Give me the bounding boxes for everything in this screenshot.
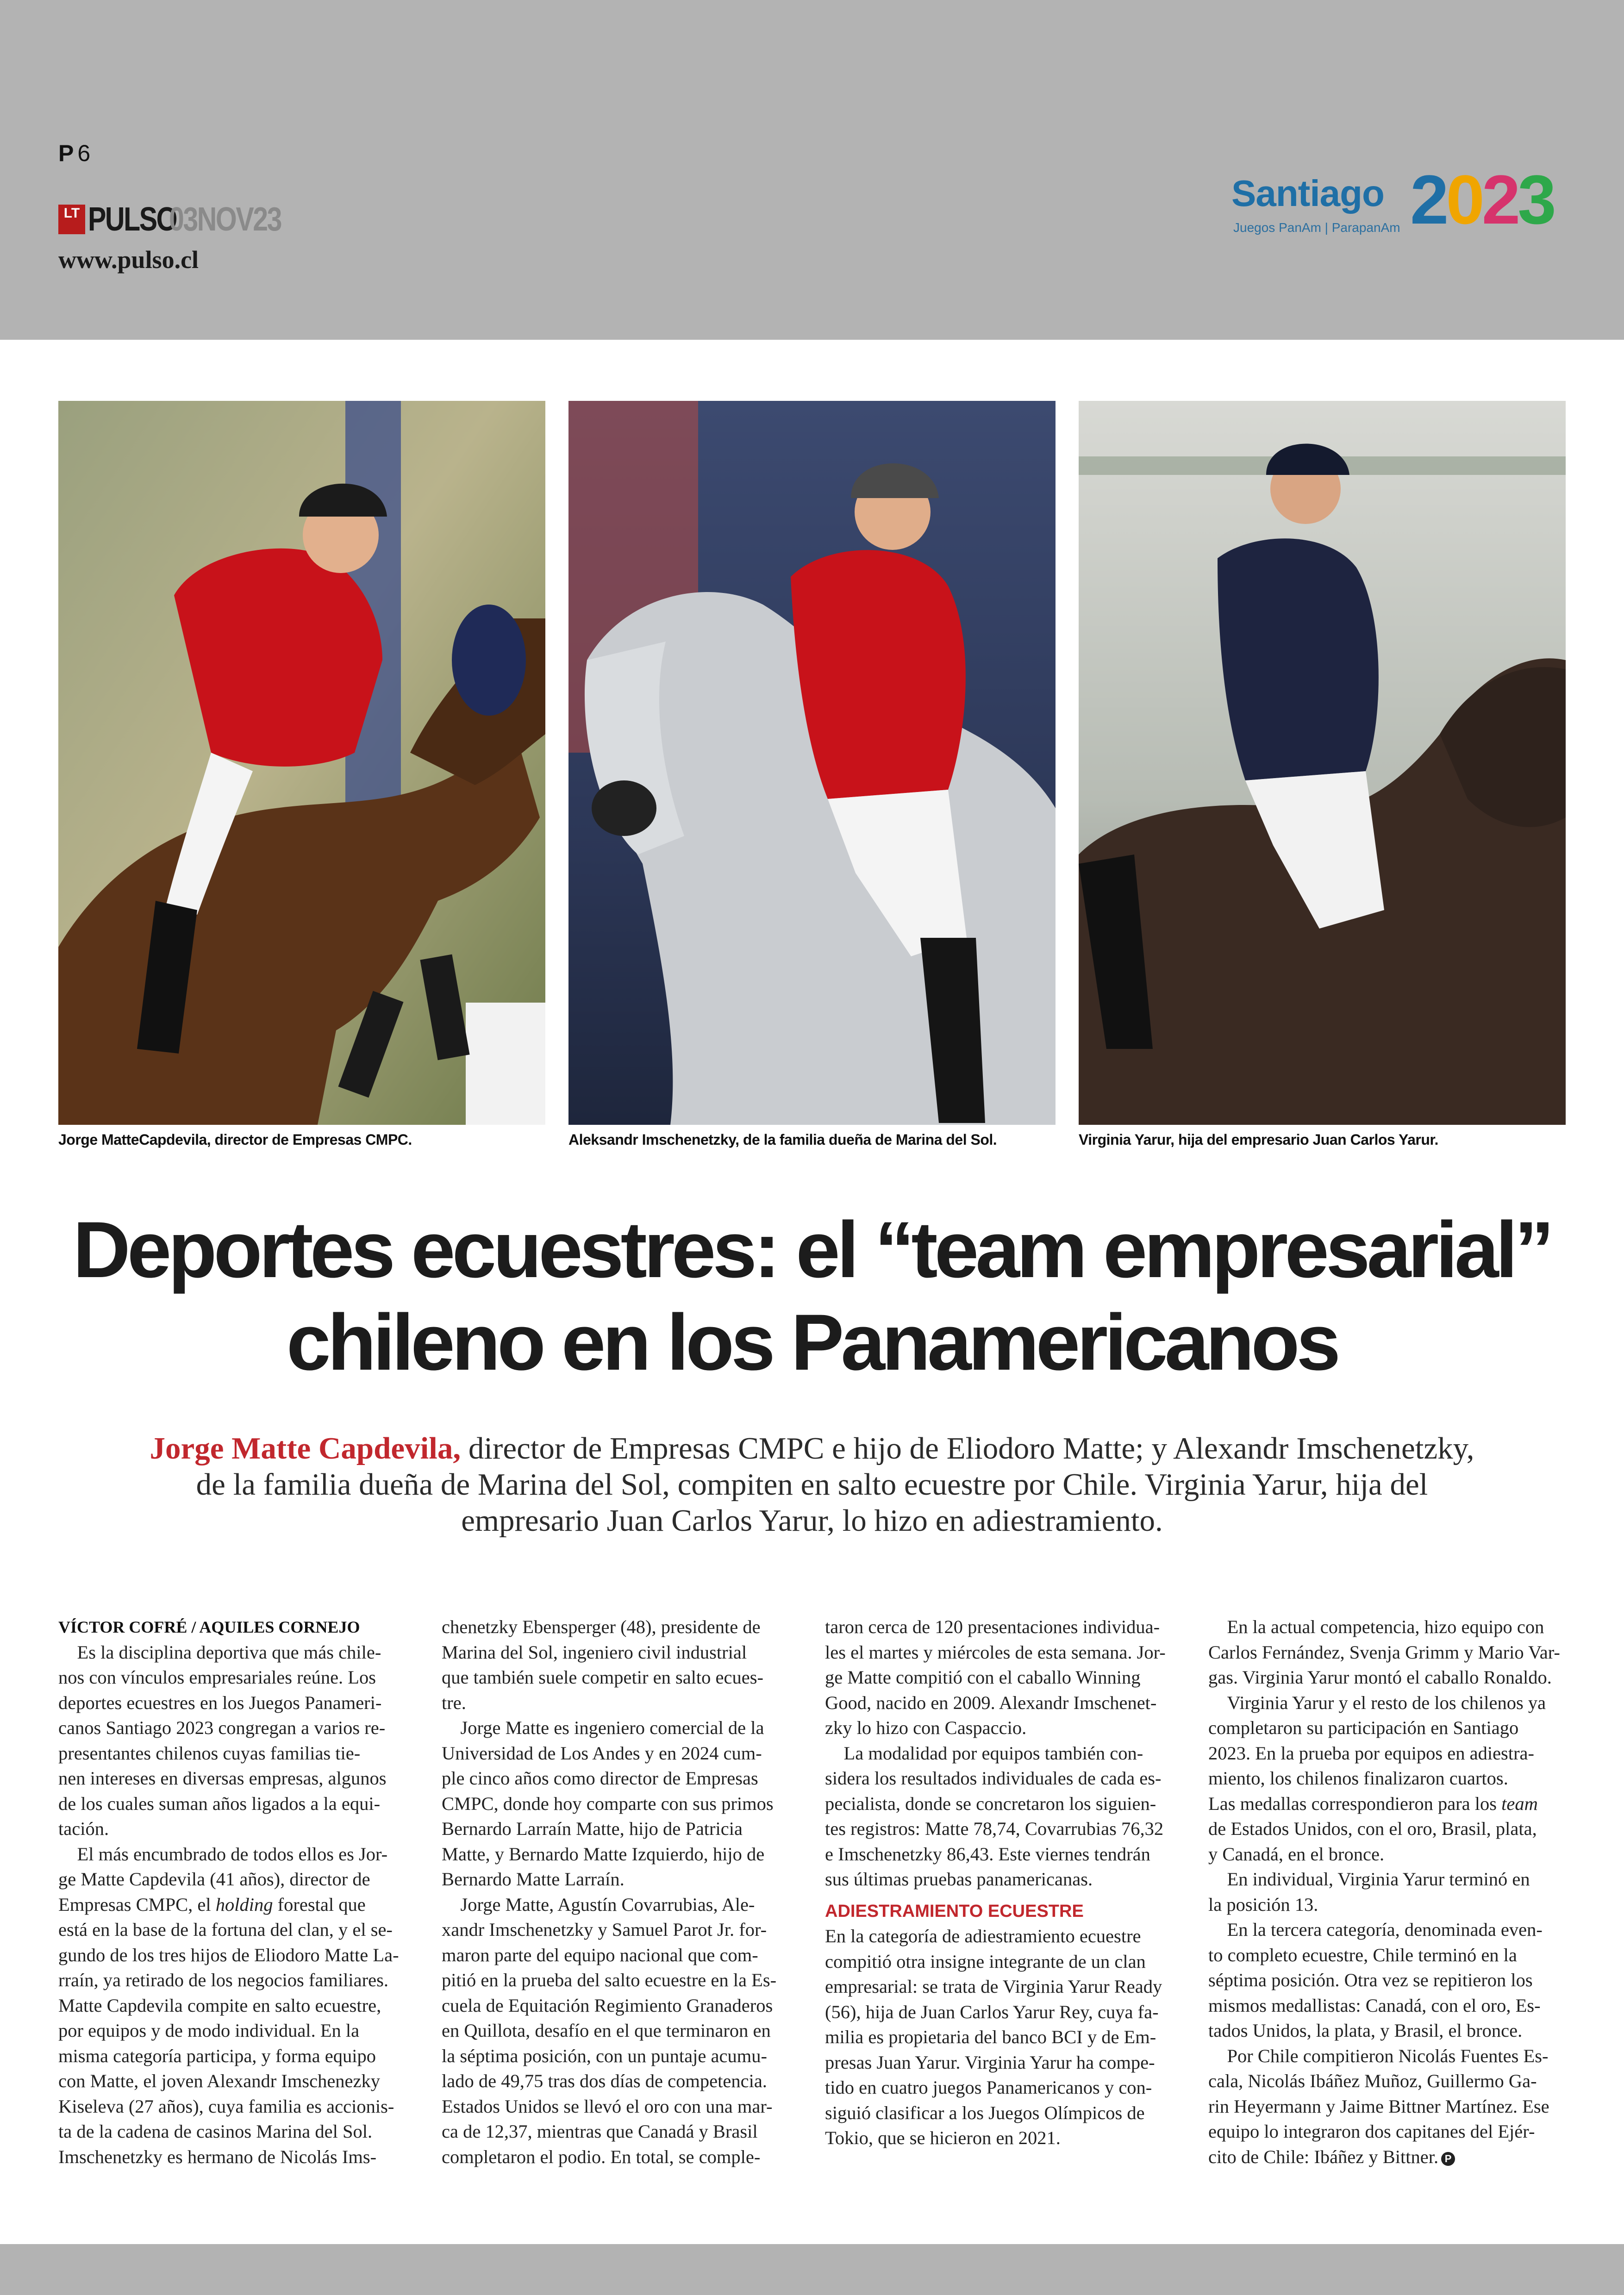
text-line: les el martes y miércoles de esta semana. Jor- — [825, 1641, 1166, 1663]
text-line: de Estados Unidos, con el oro, Brasil, plata, — [1208, 1818, 1537, 1839]
text-line: Universidad de Los Andes y en 2024 cum- — [442, 1742, 762, 1764]
text-line: equipo lo integraron dos capitanes del Ejér- — [1208, 2121, 1535, 2142]
photo-virginia-yarur — [1079, 401, 1566, 1125]
end-of-article-icon: P — [1441, 2152, 1455, 2166]
text-line: ta de la cadena de casinos Marina del Sol. — [58, 2121, 373, 2142]
text-line: tido en cuatro juegos Panamericanos y con- — [825, 2077, 1152, 2098]
article-column-2 — [442, 1615, 796, 2170]
text-line: deportes ecuestres en los Juegos Panameri- — [58, 1692, 382, 1713]
text-line: CMPC, donde hoy comparte con sus primos — [442, 1793, 774, 1814]
text-line: por equipos y de modo individual. En la — [58, 2020, 360, 2041]
text-line: 2023. En la prueba por equipos en adiestra- — [1208, 1742, 1535, 1764]
issue-date: 03NOV23 — [169, 201, 281, 238]
text-line: chenetzky Ebensperger (48), presidente de — [442, 1616, 761, 1637]
section-subhead: ADIESTRAMIENTO ECUESTRE — [825, 1901, 1084, 1921]
rider-grey-horse-photo — [568, 401, 1056, 1125]
text-line: Jorge Matte es ingeniero comercial de la — [442, 1717, 764, 1738]
text-line: presentantes chilenos cuyas familias tie- — [58, 1742, 361, 1764]
text-line: está en la base de la fortuna del clan, y el se- — [58, 1919, 393, 1940]
text-line: Estados Unidos se llevó el oro con una mar- — [442, 2095, 773, 2117]
text-line: completaron el podio. En total, se comple- — [442, 2146, 761, 2167]
text-line: canos Santiago 2023 congregan a varios re- — [58, 1717, 386, 1738]
text-line: pitió en la prueba del salto ecuestre en la Es- — [442, 1970, 777, 1990]
headline-line: chileno en los Panamericanos — [286, 1298, 1338, 1387]
text-line: Virginia Yarur y el resto de los chilenos ya — [1208, 1692, 1546, 1713]
games-year-digit: 3 — [1518, 161, 1554, 238]
article-deck — [69, 1430, 1555, 1539]
text-line: rraín, ya retirado de los negocios familiares. — [58, 1970, 388, 1990]
text-line: cuela de Equitación Regimiento Granaderos — [442, 1995, 773, 2016]
text-line: ple cinco años como director de Empresas — [442, 1768, 758, 1789]
text-line: gas. Virginia Yarur montó el caballo Ronaldo. — [1208, 1667, 1552, 1688]
text-line: La modalidad por equipos también con- — [825, 1742, 1143, 1764]
deck-line: empresario Juan Carlos Yarur, lo hizo en adiestramiento. — [461, 1503, 1163, 1538]
text-line: ge Matte Capdevila (41 años), director de — [58, 1869, 370, 1890]
text-line: milia es propietaria del banco BCI y de Em- — [825, 2027, 1156, 2047]
text-line: lado de 49,75 tras dos días de competencia. — [442, 2070, 767, 2091]
column-text — [825, 1615, 1180, 1892]
text-line: gundo de los tres hijos de Eliodoro Matte La- — [58, 1944, 399, 1965]
text-line: cito de Chile: Ibáñez y Bittner. P — [1208, 2145, 1563, 2170]
text-line: Jorge Matte, Agustín Covarrubias, Ale- — [442, 1894, 755, 1915]
games-logo-city: Santiago — [1231, 173, 1384, 214]
games-year-digit: 2 — [1481, 161, 1518, 238]
article-headline — [37, 1204, 1587, 1389]
text-line: pecialista, donde se concretaron los siguien- — [825, 1793, 1156, 1814]
article-column-1 — [58, 1615, 413, 2170]
text-line: que también suele competir en salto ecues- — [442, 1667, 763, 1688]
photo-caption: Virginia Yarur, hija del empresario Juan Carlos Yarur. — [1079, 1131, 1438, 1148]
text-line: mismos medallistas: Canadá, con el oro, Es- — [1208, 1995, 1541, 2016]
column-text — [825, 1924, 1180, 2151]
text-line: xandr Imschenetzky y Samuel Parot Jr. for- — [442, 1919, 767, 1940]
text-line: sus últimas pruebas panamericanas. — [825, 1869, 1093, 1890]
article-column-3 — [825, 1615, 1180, 2151]
text-line: Carlos Fernández, Svenja Grimm y Mario Var- — [1208, 1641, 1560, 1663]
text-line: compitió otra insigne integrante de un clan — [825, 1951, 1146, 1972]
text-line: Es la disciplina deportiva que más chile- — [58, 1641, 381, 1663]
text-line: la posición 13. — [1208, 1894, 1318, 1915]
article-column-4 — [1208, 1615, 1563, 2170]
text-line: to completo ecuestre, Chile terminó en la — [1208, 1944, 1517, 1965]
lt-logo-icon: LT — [58, 205, 85, 234]
column-text — [442, 1615, 796, 2170]
text-line: con Matte, el joven Alexandr Imschenezky — [58, 2070, 381, 2091]
text-line: en Quillota, desafío en el que terminaron en — [442, 2020, 771, 2041]
photo-caption: Aleksandr Imschenetzky, de la familia dueña de Marina del Sol. — [568, 1131, 997, 1148]
text-line: ge Matte compitió con el caballo Winning — [825, 1667, 1141, 1688]
text-line: (56), hija de Juan Carlos Yarur Rey, cuya fa- — [825, 2001, 1159, 2022]
text-line: y Canadá, en el bronce. — [1208, 1843, 1385, 1865]
text-line: la séptima posición, con un puntaje acumu- — [442, 2045, 767, 2066]
deck-line: de la familia dueña de Marina del Sol, compiten en salto ecuestre por Chile. Virginia Yarur, hija del — [196, 1467, 1428, 1502]
text-line: maron parte del equipo nacional que com- — [442, 1944, 758, 1965]
games-year-digit: 2 — [1410, 161, 1446, 238]
text-line: Las medallas correspondieron para los team — [1208, 1793, 1538, 1814]
footer-band — [0, 2244, 1624, 2295]
text-line: rin Heyermann y Jaime Bittner Martínez. Ese — [1208, 2095, 1549, 2117]
deck-lead: Jorge Matte Capdevila, — [150, 1431, 461, 1466]
column-text — [1208, 1615, 1563, 2170]
text-line: presas Juan Yarur. Virginia Yarur ha compe- — [825, 2052, 1155, 2073]
games-logo-year — [1410, 161, 1554, 238]
text-line: séptima posición. Otra vez se repitieron los — [1208, 1970, 1533, 1990]
text-line: Imschenetzky es hermano de Nicolás Ims- — [58, 2146, 377, 2167]
photo-aleksandr-imschenetzky — [568, 401, 1056, 1125]
text-line: Kiseleva (27 años), cuya familia es accionis- — [58, 2095, 394, 2117]
deck-line: Jorge Matte Capdevila, director de Empresas CMPC e hijo de Eliodoro Matte; y Alexandr Imschenetzky, — [150, 1431, 1474, 1466]
games-year-digit: 0 — [1446, 161, 1482, 238]
text-line: Bernardo Matte Larraín. — [442, 1869, 625, 1890]
text-line: sidera los resultados individuales de cada es- — [825, 1768, 1162, 1789]
santiago-2023-logo — [1231, 161, 1569, 242]
text-line: cala, Nicolás Ibáñez Muñoz, Guillermo Ga- — [1208, 2070, 1537, 2091]
text-line: Empresas CMPC, el holding forestal que — [58, 1894, 366, 1915]
text-line: tados Unidos, la plata, y Brasil, el bronce. — [1208, 2020, 1523, 2041]
text-line: misma categoría participa, y forma equipo — [58, 2045, 376, 2066]
text-line: nos con vínculos empresariales reúne. Los — [58, 1667, 376, 1688]
text-line: tes registros: Matte 78,74, Covarrubias 76,32 — [825, 1818, 1164, 1839]
text-line: Matte, y Bernardo Matte Izquierdo, hijo de — [442, 1843, 765, 1865]
text-line: En la actual competencia, hizo equipo con — [1208, 1616, 1544, 1637]
text-line: tación. — [58, 1818, 109, 1839]
masthead-logo — [58, 203, 306, 236]
text-line: El más encumbrado de todos ellos es Jor- — [58, 1843, 388, 1865]
byline: VÍCTOR COFRÉ / AQUILES CORNEJO — [58, 1618, 360, 1636]
text-line: de los cuales suman años ligados a la equi- — [58, 1793, 381, 1814]
text-line: Matte Capdevila compite en salto ecuestre, — [58, 1995, 381, 2016]
text-line: taron cerca de 120 presentaciones individua- — [825, 1616, 1160, 1637]
text-line: En individual, Virginia Yarur terminó en — [1208, 1869, 1530, 1890]
text-line: nen intereses en diversas empresas, algunos — [58, 1768, 387, 1789]
text-line: Por Chile compitieron Nicolás Fuentes Es- — [1208, 2045, 1549, 2066]
text-line: ca de 12,37, mientras que Canadá y Brasil — [442, 2121, 758, 2142]
rider-dressage-photo — [1079, 401, 1566, 1125]
text-line: Marina del Sol, ingeniero civil industrial — [442, 1641, 747, 1663]
text-line: Good, nacido en 2009. Alexandr Imschenet- — [825, 1692, 1157, 1713]
text-line: siguió clasificar a los Juegos Olímpicos de — [825, 2102, 1145, 2123]
text-line: empresarial: se trata de Virginia Yarur Ready — [825, 1976, 1162, 1997]
page-number: P 6 — [58, 140, 91, 166]
text-line: Tokio, que se hicieron en 2021. — [825, 2127, 1061, 2148]
text-line: completaron su participación en Santiago — [1208, 1717, 1519, 1738]
photo-caption: Jorge MatteCapdevila, director de Empresas CMPC. — [58, 1131, 412, 1148]
photo-jorge-matte — [58, 401, 545, 1125]
text-line: e Imschenetzky 86,43. Este viernes tendrán — [825, 1843, 1150, 1865]
text-line: En la tercera categoría, denominada even- — [1208, 1919, 1543, 1940]
header-band — [0, 0, 1624, 340]
rider-jumping-photo — [58, 401, 545, 1125]
pulso-wordmark: PULSO — [88, 201, 177, 238]
site-url: www.pulso.cl — [58, 246, 199, 274]
text-line: En la categoría de adiestramiento ecuestre — [825, 1926, 1141, 1946]
headline-line: Deportes ecuestres: el “team empresarial” — [73, 1205, 1551, 1294]
text-line: tre. — [442, 1692, 466, 1713]
column-text — [58, 1640, 413, 2170]
text-line: Bernardo Larraín Matte, hijo de Patricia — [442, 1818, 743, 1839]
text-line: zky lo hizo con Caspaccio. — [825, 1717, 1027, 1738]
games-logo-subtitle: Juegos PanAm | ParapanAm — [1233, 220, 1400, 235]
text-line: miento, los chilenos finalizaron cuartos. — [1208, 1768, 1508, 1789]
